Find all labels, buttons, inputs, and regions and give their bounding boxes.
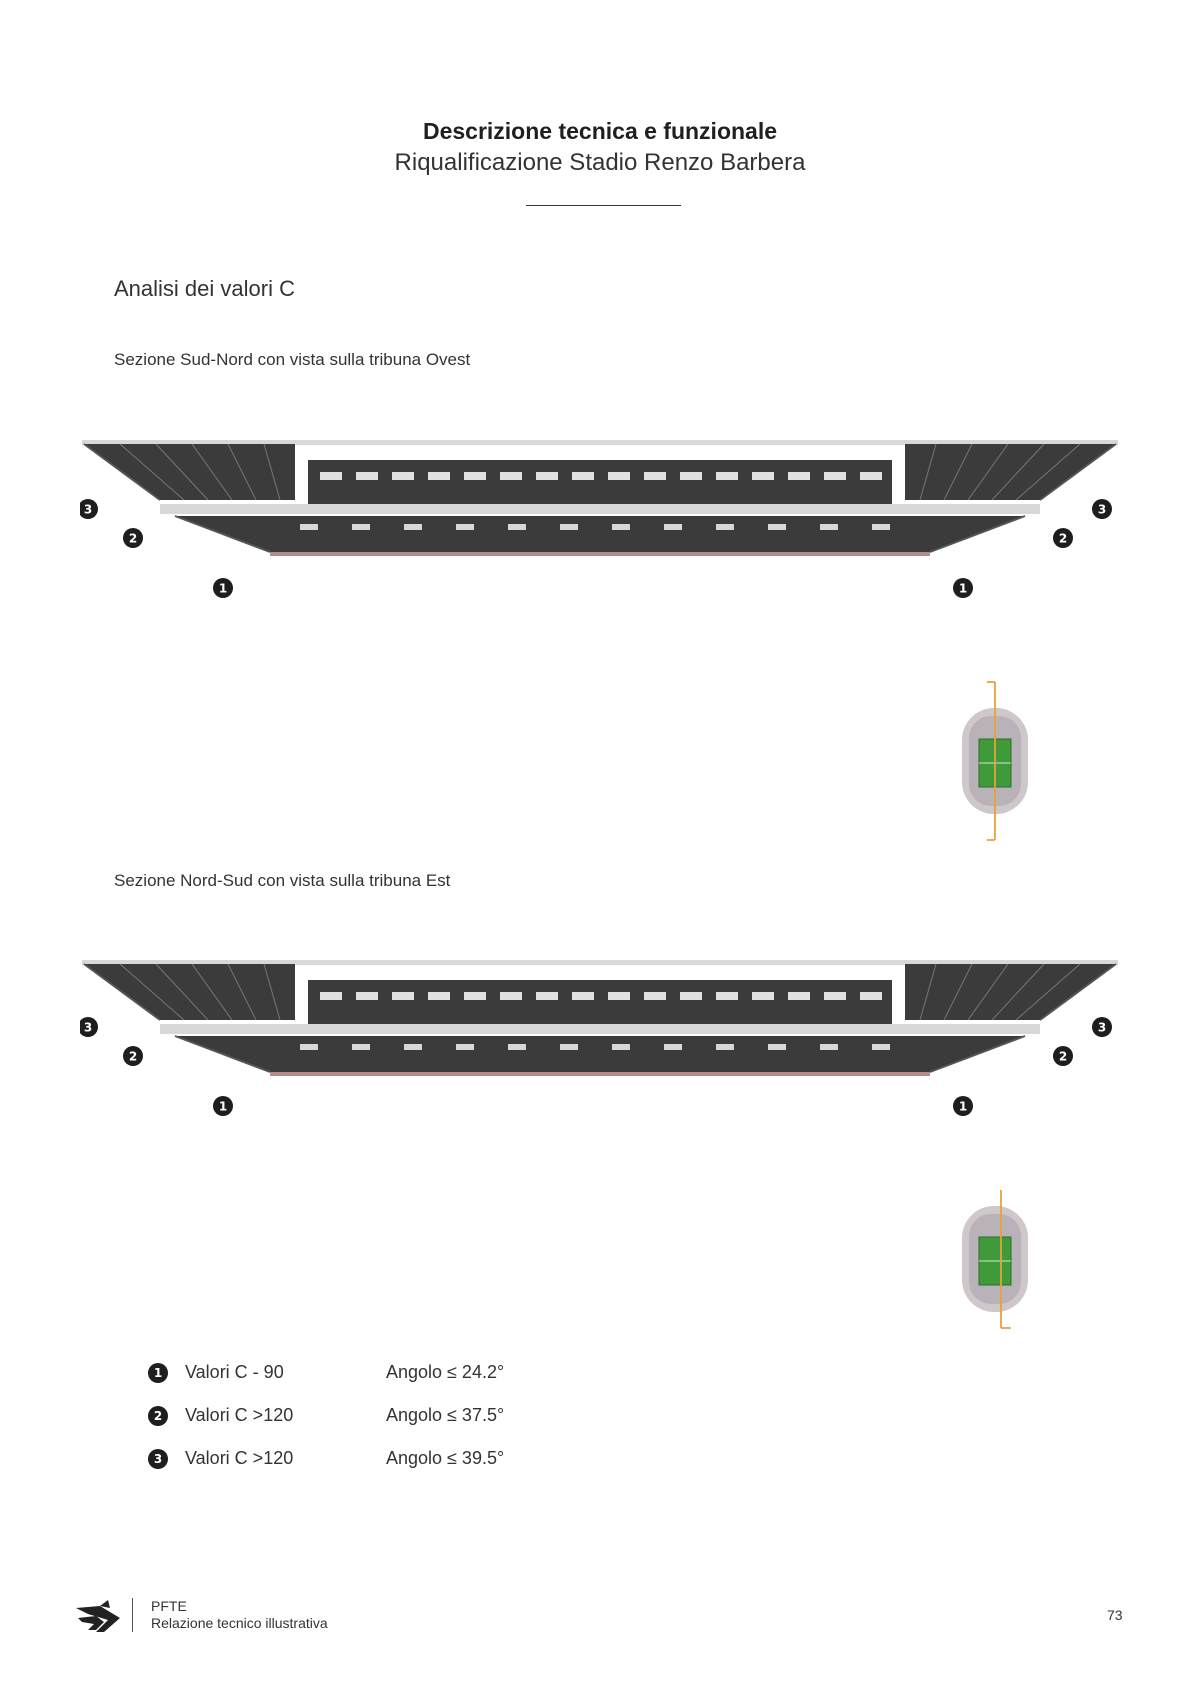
marker-2-left-label: 2 — [128, 531, 138, 546]
legend-angle-1: Angolo ≤ 24.2° — [386, 1362, 505, 1382]
vomitory-upper — [644, 992, 666, 1000]
vomitory-upper — [572, 992, 594, 1000]
vomitory-upper — [716, 992, 738, 1000]
vomitory-lower — [508, 1044, 526, 1050]
legend-value-3: Valori C >120 — [185, 1448, 294, 1468]
legend-value-2: Valori C >120 — [185, 1405, 294, 1425]
vomitory-upper — [752, 472, 774, 480]
upper-tier-right — [905, 964, 1116, 1020]
pitch-level — [270, 1072, 930, 1076]
vomitory-upper — [428, 472, 450, 480]
vomitory-upper — [356, 472, 378, 480]
legend-value-1: Valori C - 90 — [185, 1362, 284, 1382]
vomitory-upper — [392, 992, 414, 1000]
figure-2-caption: Sezione Nord-Sud con vista sulla tribuna Est — [114, 871, 451, 890]
vomitory-upper — [644, 472, 666, 480]
page-number: 73 — [1107, 1607, 1123, 1623]
upper-tier-left — [84, 444, 295, 500]
marker-2-right — [1053, 1046, 1073, 1066]
marker-3-left-label: 3 — [83, 1020, 93, 1035]
vomitory-upper — [608, 472, 630, 480]
vomitory-lower — [612, 524, 630, 530]
upper-tier-center — [308, 980, 892, 1024]
vomitory-upper — [860, 472, 882, 480]
marker-3-right-label: 3 — [1097, 1020, 1107, 1035]
marker-2-left — [123, 528, 143, 548]
footer-divider — [132, 1598, 133, 1632]
upper-tier-center — [308, 460, 892, 504]
vomitory-upper — [320, 992, 342, 1000]
vomitory-lower — [716, 1044, 734, 1050]
vomitory-lower — [560, 524, 578, 530]
vomitory-upper — [464, 472, 486, 480]
vomitory-upper — [680, 992, 702, 1000]
vomitory-lower — [300, 524, 318, 530]
legend-row-1 — [148, 1362, 568, 1386]
legend-badge-2: 2 — [148, 1406, 168, 1426]
marker-3-left — [80, 1017, 98, 1037]
vomitory-upper — [716, 472, 738, 480]
vomitory-lower — [820, 524, 838, 530]
marker-3-left-label: 3 — [83, 502, 93, 517]
stadium-keyplan-1 — [957, 676, 1037, 846]
lower-tier — [175, 1036, 1025, 1072]
eagle-logo-icon — [74, 1596, 124, 1636]
stand-section-east — [80, 900, 1120, 1150]
marker-3-left — [80, 499, 98, 519]
vomitory-upper — [500, 992, 522, 1000]
pitch-level — [270, 552, 930, 556]
marker-3-right — [1092, 499, 1112, 519]
vomitory-upper — [788, 992, 810, 1000]
vomitory-lower — [404, 1044, 422, 1050]
vomitory-upper — [860, 992, 882, 1000]
vomitory-upper — [824, 992, 846, 1000]
marker-2-right-label: 2 — [1058, 531, 1068, 546]
vomitory-lower — [456, 1044, 474, 1050]
document-subtitle: Riqualificazione Stadio Renzo Barbera — [394, 149, 806, 176]
vomitory-lower — [872, 524, 890, 530]
vomitory-upper — [500, 472, 522, 480]
vomitory-lower — [456, 524, 474, 530]
marker-2-right-label: 2 — [1058, 1049, 1068, 1064]
header-divider — [526, 205, 681, 206]
vomitory-lower — [768, 1044, 786, 1050]
marker-1-left-label: 1 — [218, 581, 228, 596]
legend-row-3 — [148, 1448, 568, 1472]
vomitory-upper — [356, 992, 378, 1000]
upper-tier-right — [905, 444, 1116, 500]
vomitory-lower — [612, 1044, 630, 1050]
figure-1-caption: Sezione Sud-Nord con vista sulla tribuna Ovest — [114, 350, 471, 369]
stand-section-west — [80, 380, 1120, 630]
vomitory-upper — [752, 992, 774, 1000]
marker-2-left-label: 2 — [128, 1049, 138, 1064]
vomitory-lower — [300, 1044, 318, 1050]
legend-angle-2: Angolo ≤ 37.5° — [386, 1405, 505, 1425]
mid-concourse — [160, 1024, 1040, 1034]
marker-1-right-label: 1 — [958, 581, 968, 596]
vomitory-upper — [428, 992, 450, 1000]
vomitory-lower — [664, 524, 682, 530]
marker-3-right-label: 3 — [1097, 502, 1107, 517]
legend-angle-3: Angolo ≤ 39.5° — [386, 1448, 505, 1468]
vomitory-lower — [560, 1044, 578, 1050]
marker-2-right — [1053, 528, 1073, 548]
vomitory-lower — [768, 524, 786, 530]
marker-1-left-label: 1 — [218, 1099, 228, 1114]
footer-project: PFTE — [151, 1598, 187, 1614]
marker-3-right — [1092, 1017, 1112, 1037]
vomitory-lower — [352, 524, 370, 530]
marker-1-right — [953, 1096, 973, 1116]
vomitory-upper — [788, 472, 810, 480]
section-title: Analisi dei valori C — [114, 276, 295, 301]
vomitory-upper — [680, 472, 702, 480]
vomitory-upper — [572, 472, 594, 480]
vomitory-lower — [820, 1044, 838, 1050]
legend-badge-1: 1 — [148, 1363, 168, 1383]
document-title: Descrizione tecnica e funzionale — [422, 118, 778, 144]
upper-tier-left — [84, 964, 295, 1020]
vomitory-upper — [320, 472, 342, 480]
vomitory-lower — [352, 1044, 370, 1050]
mid-concourse — [160, 504, 1040, 514]
marker-2-left — [123, 1046, 143, 1066]
vomitory-upper — [392, 472, 414, 480]
vomitory-upper — [536, 472, 558, 480]
vomitory-lower — [716, 524, 734, 530]
vomitory-upper — [536, 992, 558, 1000]
vomitory-upper — [824, 472, 846, 480]
legend-row-2 — [148, 1405, 568, 1429]
vomitory-upper — [464, 992, 486, 1000]
vomitory-lower — [404, 524, 422, 530]
marker-1-left — [213, 1096, 233, 1116]
legend-badge-3: 3 — [148, 1449, 168, 1469]
stadium-keyplan-2 — [957, 1186, 1037, 1356]
lower-tier — [175, 516, 1025, 552]
vomitory-lower — [872, 1044, 890, 1050]
vomitory-lower — [664, 1044, 682, 1050]
vomitory-lower — [508, 524, 526, 530]
marker-1-right — [953, 578, 973, 598]
marker-1-right-label: 1 — [958, 1099, 968, 1114]
footer-document: Relazione tecnico illustrativa — [151, 1615, 328, 1631]
vomitory-upper — [608, 992, 630, 1000]
marker-1-left — [213, 578, 233, 598]
